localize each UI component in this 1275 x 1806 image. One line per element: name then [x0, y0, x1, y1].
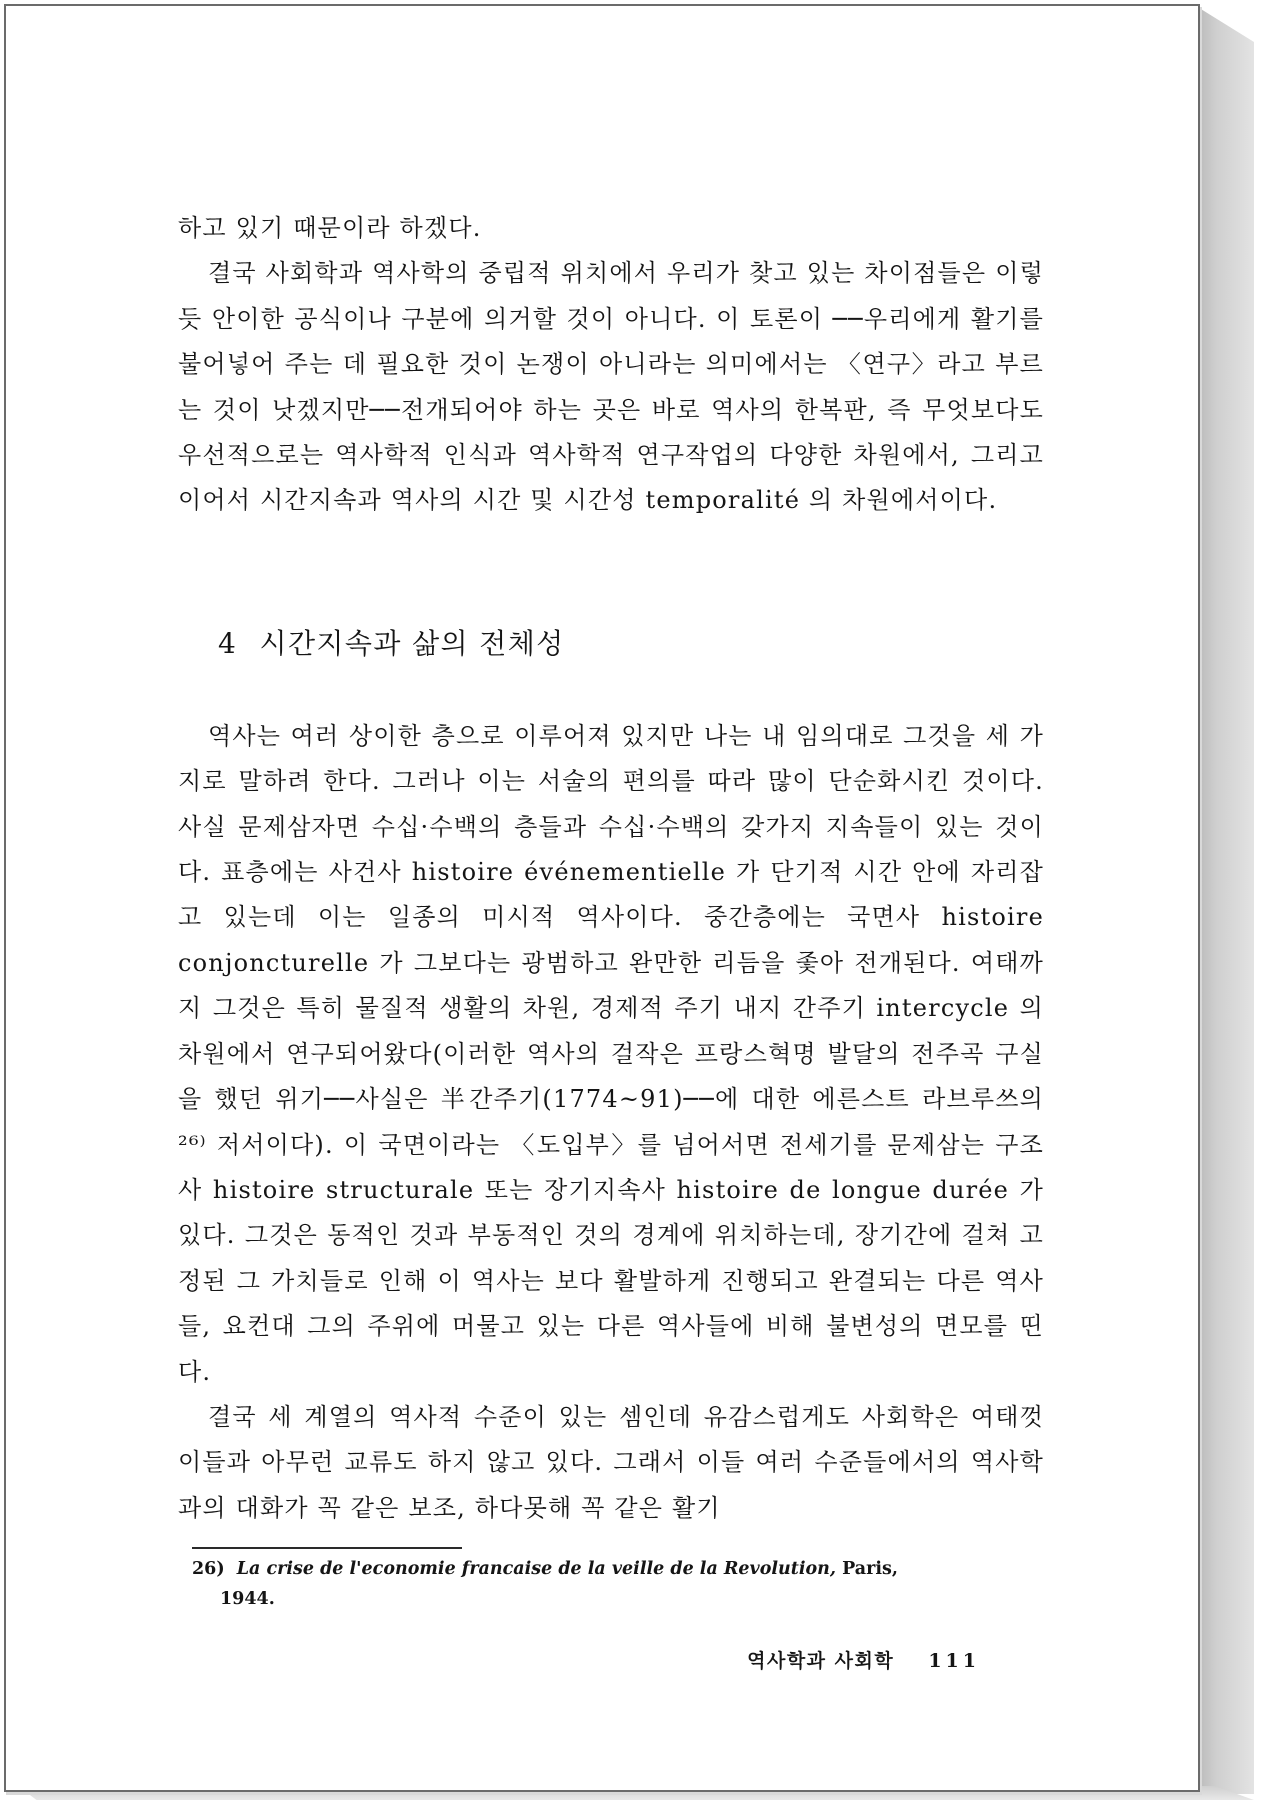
section-number: 4: [218, 626, 238, 660]
page-number: 111: [928, 1650, 980, 1672]
footnote-number: 26): [192, 1559, 225, 1579]
section-title: 시간지속과 삶의 전체성: [259, 626, 565, 660]
paragraph-continued: 하고 있기 때문이라 하겠다.: [178, 214, 482, 242]
book-page: [4, 4, 1200, 1792]
paragraph-three-layers: 역사는 여러 상이한 층으로 이루어져 있지만 나는 내 임의대로 그것을 세 가지로 말하려 한다. 그러나 이는 서술의 편의를 따라 많이 단순화시킨 것이다. 사실 문제삼자면 수십·수백의 층들과 수십·수백의 갖가지 지속들이 있는 것이다. 표층에는 사건사 histoire événementielle 가 단기적 시간 안에 자리잡고 있는데 이는 일종의 미시적 역사이다. 중간층에는 국면사 histoire conjoncturelle 가 그보다는 광범하고 완만한 리듬을 좇아 전개된다. 여태까지 그것은 특히 물질적 생활의 차원, 경제적 주기 내지 간주기 intercycle 의 차원에서 연구되어왔다(이러한 역사의 걸작은 프랑스혁명 발달의 전주곡 구실을 했던 위기──사실은 半간주기(1774~91)──에 대한 에른스트 라브루쓰의²⁶⁾ 저서이다). 이 국면이라는 〈도입부〉를 넘어서면 전세기를 문제삼는 구조사 histoire structurale 또는 장기지속사 histoire de longue durée 가 있다. 그것은 동적인 것과 부동적인 것의 경계에 위치하는데, 장기간에 걸쳐 고정된 그 가치들로 인해 이 역사는 보다 활발하게 진행되고 완결되는 다른 역사들, 요컨대 그의 주위에 머물고 있는 다른 역사들에 비해 불변성의 면모를 띤다.: [178, 721, 1044, 1386]
page-body: [178, 206, 1044, 1531]
paragraph-three-levels: 결국 세 계열의 역사적 수준이 있는 셈인데 유감스럽게도 사회학은 여태껏 이들과 아무런 교류도 하지 않고 있다. 그래서 이들 여러 수준들에서의 역사학과의 대화가 꼭 같은 보조, 하다못해 꼭 같은 활기: [178, 1402, 1044, 1522]
footnote-year: 1944.: [220, 1589, 275, 1609]
footnote-place: Paris,: [842, 1559, 898, 1579]
footnote-divider: [192, 1547, 462, 1549]
running-footer: [747, 1646, 980, 1673]
running-footer-title: 역사학과 사회학: [747, 1650, 895, 1672]
footnote-title: La crise de l'economie francaise de la veille de la Revolution,: [236, 1559, 836, 1579]
book-side-edge: [1196, 6, 1254, 1794]
section-heading: [178, 627, 1044, 661]
footnote: [192, 1554, 1044, 1614]
paragraph-research-dimension: 결국 사회학과 역사학의 중립적 위치에서 우리가 찾고 있는 차이점들은 이렇듯 안이한 공식이나 구분에 의거할 것이 아니다. 이 토론이 ──우리에게 활기를 불어넣어 주는 데 필요한 것이 논쟁이 아니라는 의미에서는 〈연구〉라고 부르는 것이 낫겠지만──전개되어야 하는 곳은 바로 역사의 한복판, 즉 무엇보다도 우선적으로는 역사학적 인식과 역사학적 연구작업의 다양한 차원에서, 그리고 이어서 시간지속과 역사의 시간 및 시간성 temporalité 의 차원에서이다.: [178, 259, 1044, 515]
